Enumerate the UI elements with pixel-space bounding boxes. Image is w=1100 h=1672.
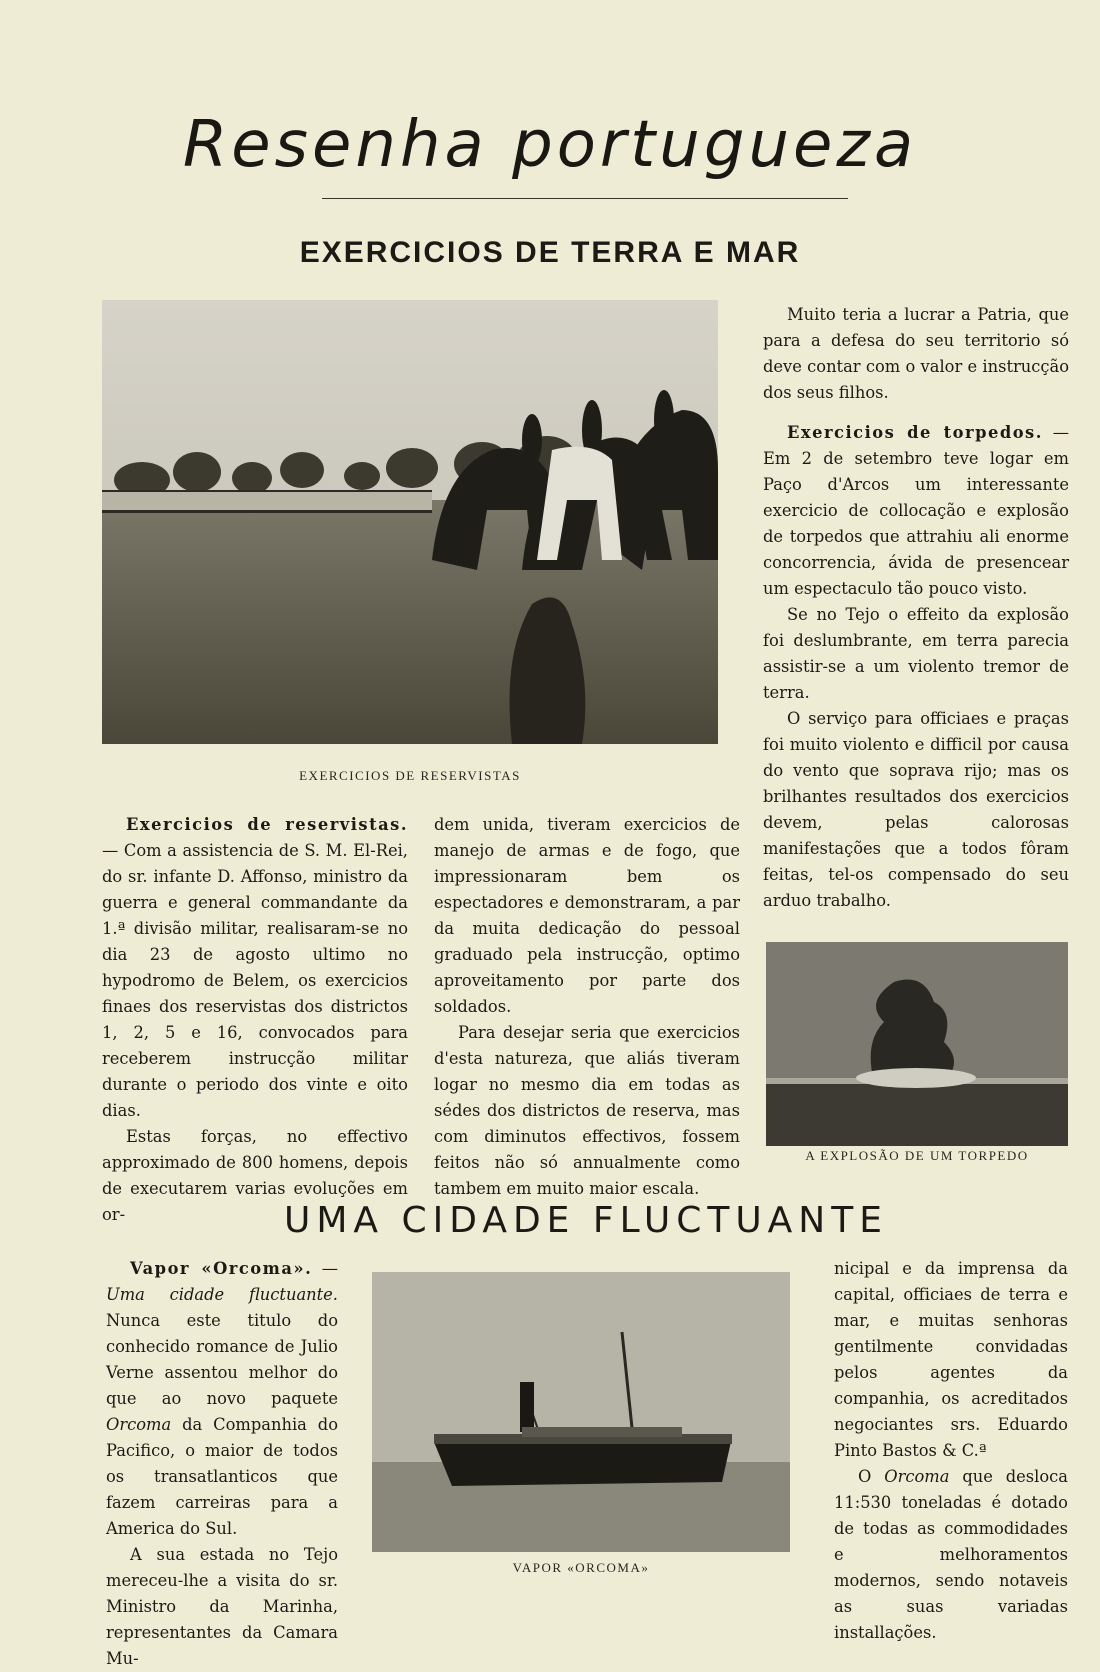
column-left-reservistas (102, 812, 408, 1228)
orcoma-text-1b: da Companhia do Pacifico, o maior de todos os transatlanticos que fazem carreiras para a America do Sul. (106, 1415, 338, 1538)
torpedos-text-1: — Em 2 de setembro teve logar em Paço d'Arcos um interessante exercicio de collocação e explosão de torpedos que attrahiu ali enorme concorrencia, ávida de presencear um espectaculo tão pouco visto. (763, 423, 1069, 598)
orcoma-ship-name-2: Orcoma (884, 1467, 950, 1486)
torpedos-paragraph-2: Se no Tejo o effeito da explosão foi deslumbrante, em terra parecia assistir-se a um violento tremor de terra. (763, 605, 1069, 702)
orcoma-text-3a: O (858, 1467, 885, 1486)
photo-reservists (102, 300, 718, 744)
photo-torpedo-explosion (766, 942, 1068, 1146)
reservistas-paragraph-2: Estas forças, no effectivo approximado de 800 homens, depois de executarem varias evoluções em or- (102, 1127, 408, 1224)
column-right-top (763, 302, 1069, 914)
masthead-title: Resenha portugueza (182, 108, 918, 182)
orcoma-ship-name: Orcoma (106, 1415, 172, 1434)
column-middle-reservistas (434, 812, 740, 1202)
orcoma-text-1a: Nunca este titulo do conhecido romance de Julio Verne assentou melhor do que ao novo paquete (106, 1311, 338, 1408)
photo-reservists-caption: EXERCICIOS DE RESERVISTAS (299, 768, 521, 783)
masthead-rule (322, 198, 848, 199)
reservistas-paragraph-3: Para desejar seria que exercicios d'esta natureza, que aliás tiveram logar no mesmo dia em todas as sédes dos districtos de reserva, mas com diminutos effectivos, fossem feitos não só annualmente como tambem em muito maior escala. (434, 1023, 740, 1198)
torpedos-paragraph-1 (763, 420, 1069, 602)
torpedos-heading: Exercicios de torpedos. (787, 423, 1043, 442)
photo-orcoma-caption: VAPOR «ORCOMA» (512, 1560, 650, 1575)
column-right-orcoma (834, 1256, 1068, 1646)
orcoma-paragraph-1: Vapor «Orcoma». — Uma cidade fluctuante. Nunca este titulo do conhecido romance de Julio Verne assentou melhor do que ao novo paquete Orcoma da Companhia do Pacifico, o maior de todos os transatlanticos que fazem carreiras para a America do Sul. (106, 1259, 338, 1538)
orcoma-paragraph-3 (834, 1464, 1068, 1646)
section-title: EXERCICIOS DE TERRA E MAR (299, 236, 801, 269)
torpedos-paragraph-3: O serviço para officiaes e praças foi muito violento e difficil por causa do vento que soprava rijo; mas os brilhantes resultados dos exercicios devem, pelas calorosas manifestações que a todos fôram feitas, tel-os compensado do seu arduo trabalho. (763, 709, 1069, 910)
orcoma-paragraph-2: A sua estada no Tejo mereceu-lhe a visita do sr. Ministro da Marinha, representantes da Camara Mu- (106, 1545, 338, 1668)
reservistas-paragraph-2-cont: dem unida, tiveram exercicios de manejo de armas e de fogo, que impressionaram bem os espectadores e demonstraram, a par da muita dedicação do pessoal graduado pela instrucção, optimo aproveitamento por parte dos soldados. (434, 815, 740, 1016)
orcoma-text-3b: que desloca 11:530 toneladas é dotado de todas as commodidades e melhoramentos modernos, sendo notaveis as suas variadas installações. (834, 1467, 1068, 1642)
photo-orcoma (372, 1272, 790, 1552)
orcoma-subheading: Uma cidade fluctuante. (106, 1285, 338, 1304)
orcoma-paragraph-2-cont: nicipal e da imprensa da capital, officiaes de terra e mar, e muitas senhoras gentilmente convidadas pelos agentes da companhia, os acreditados negociantes srs. Eduardo Pinto Bastos & C.ª (834, 1259, 1068, 1460)
article2-title: UMA CIDADE FLUCTUANTE (284, 1200, 888, 1241)
photo-torpedo-caption: A EXPLOSÃO DE UM TORPEDO (805, 1148, 1029, 1163)
intro-paragraph: Muito teria a lucrar a Patria, que para a defesa do seu territorio só deve contar com o valor e instrucção dos seus filhos. (763, 305, 1069, 402)
orcoma-heading: Vapor «Orcoma». (130, 1259, 313, 1278)
column-left-orcoma (106, 1256, 338, 1672)
reservistas-paragraph-1 (102, 812, 408, 1124)
reservistas-text-1: — Com a assistencia de S. M. El-Rei, do sr. infante D. Affonso, ministro da guerra e general commandante da 1.ª divisão militar, realisaram-se no dia 23 de agosto ultimo no hypodromo de Belem, os exercicios finaes dos reservistas dos districtos 1, 2, 5 e 16, convocados para receberem instrucção militar durante o periodo dos vinte e oito dias. (102, 841, 408, 1120)
reservistas-heading: Exercicios de reservistas. (126, 815, 408, 834)
